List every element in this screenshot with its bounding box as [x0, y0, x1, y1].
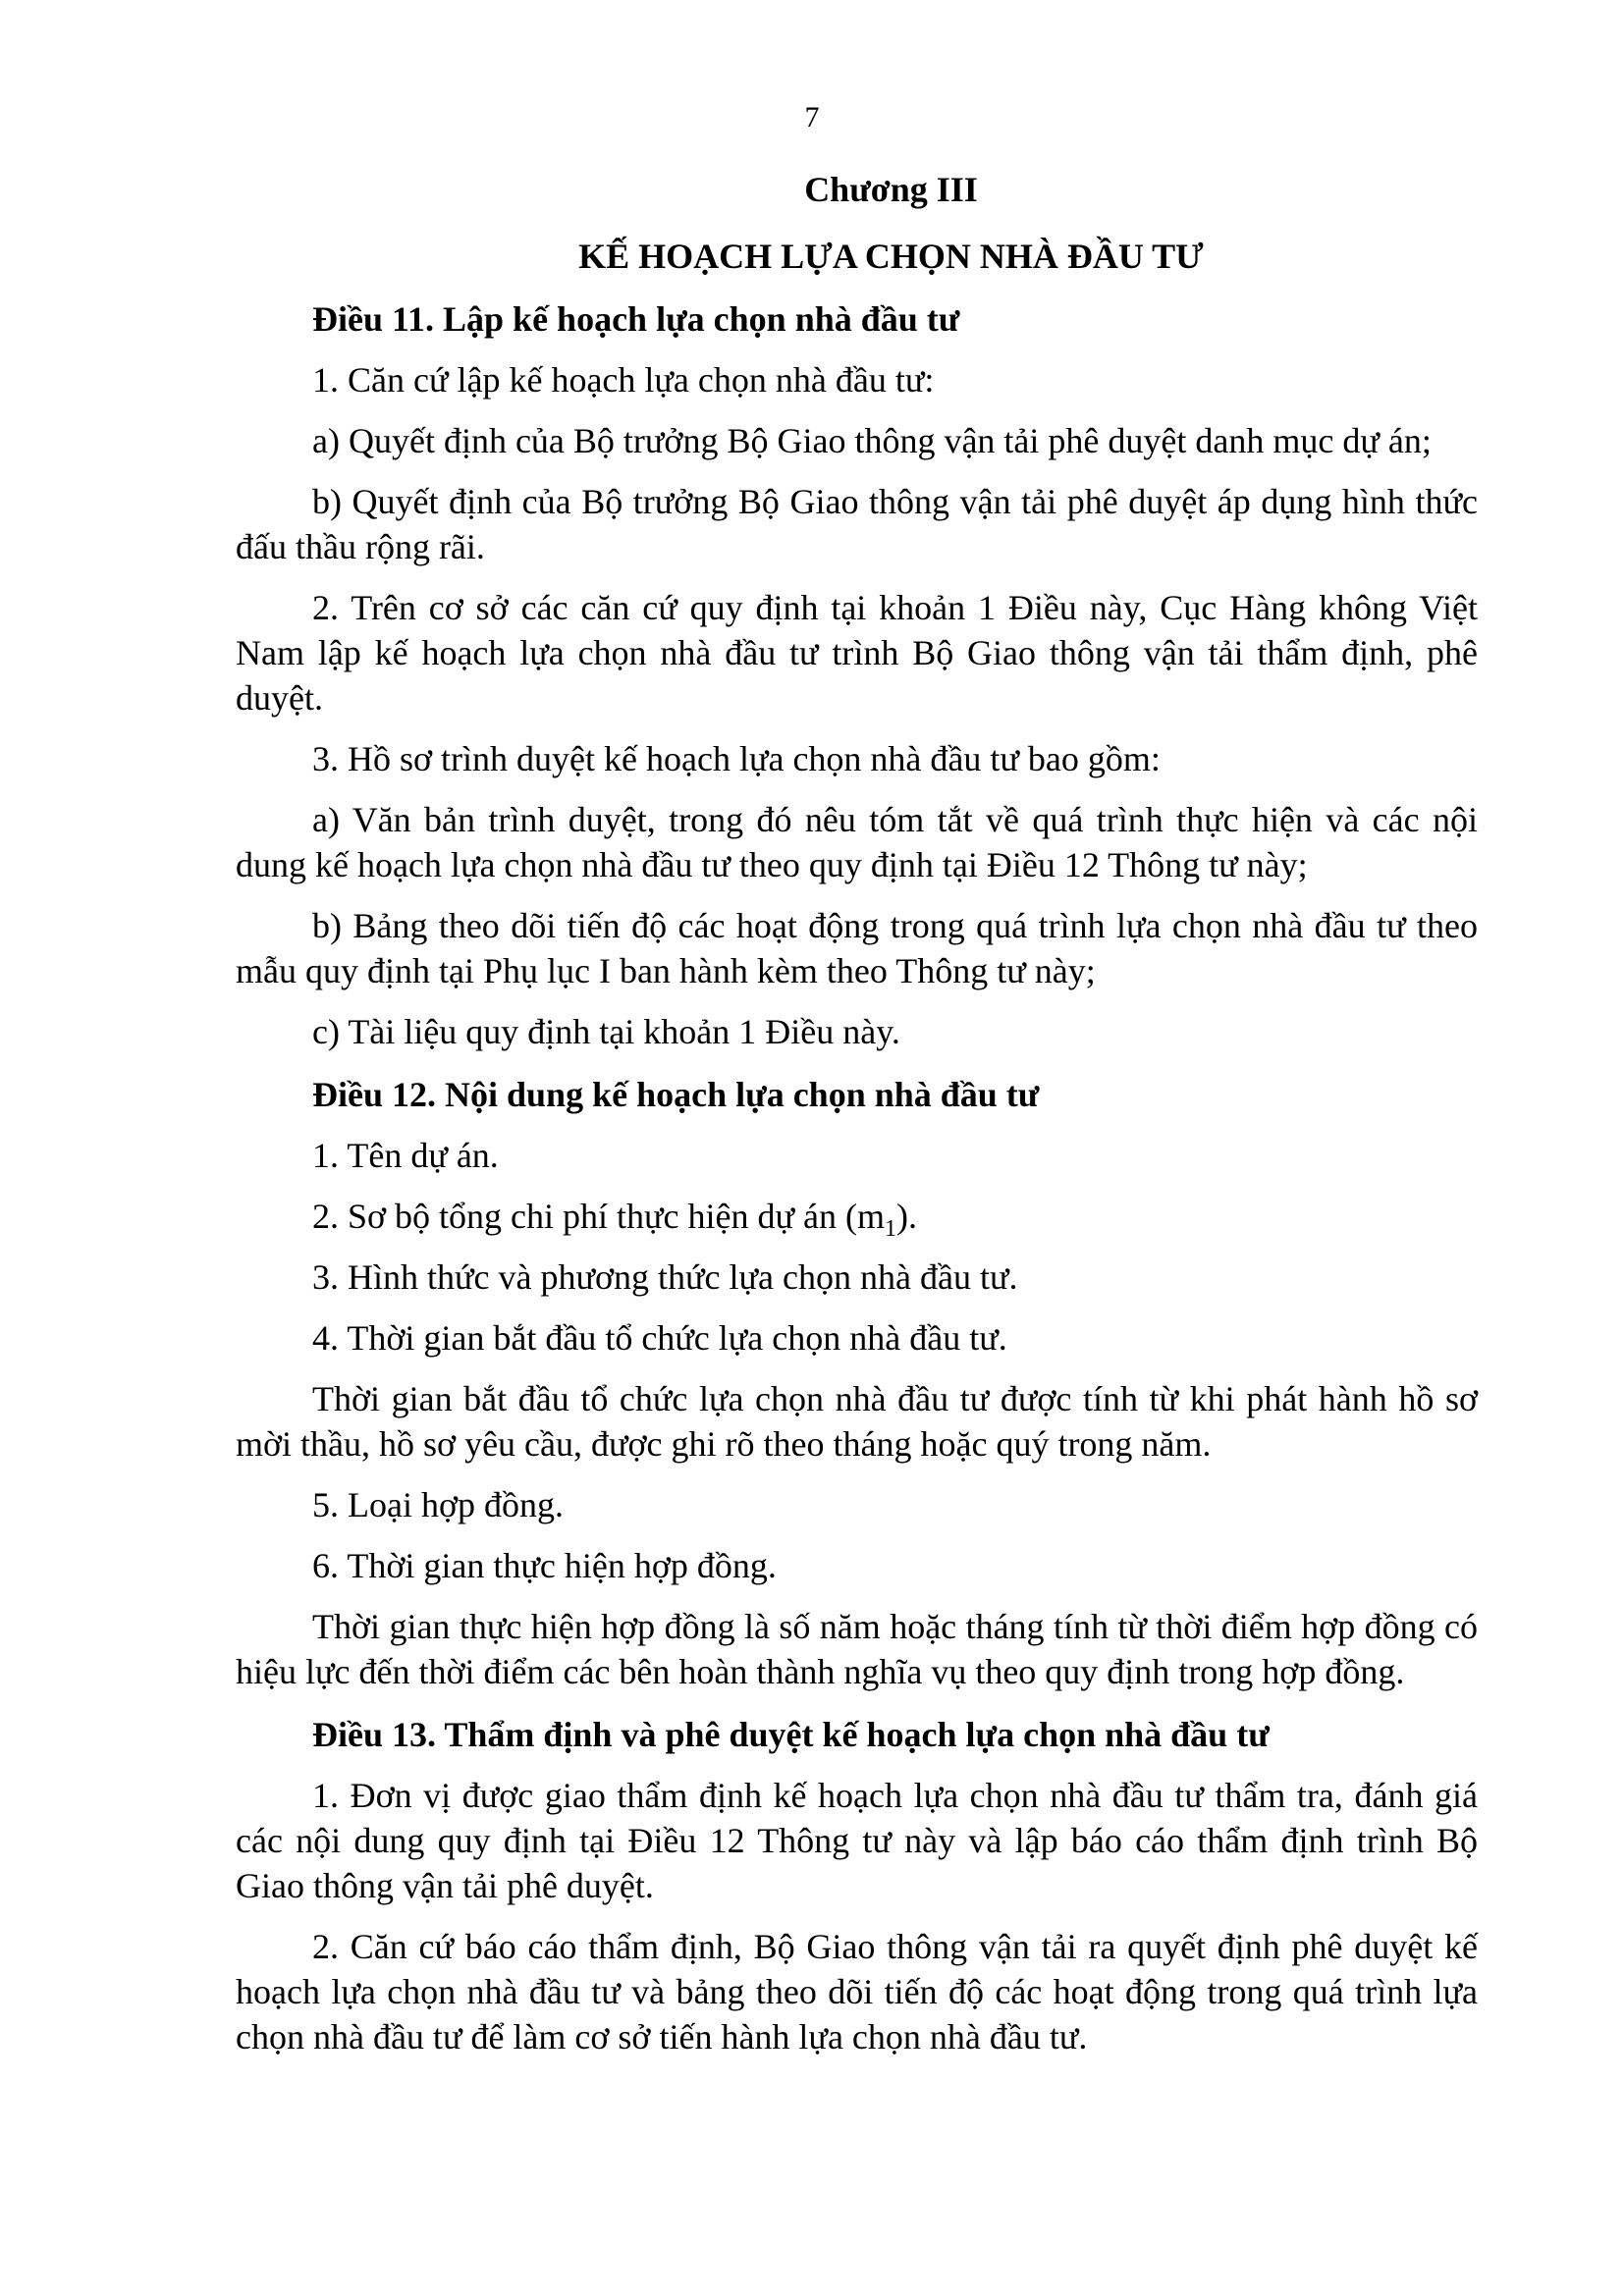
paragraph: 4. Thời gian bắt đầu tổ chức lựa chọn nhà đầu tư. [312, 1318, 1007, 1358]
paragraph: c) Tài liệu quy định tại khoản 1 Điều này. [312, 1012, 900, 1051]
paragraph-cost-item [236, 1194, 1478, 1243]
paragraph: 6. Thời gian thực hiện hợp đồng. [312, 1546, 777, 1585]
paragraph: 1. Tên dự án. [312, 1136, 499, 1175]
paragraph: 1. Đơn vị được giao thẩm định kế hoạch lựa chọn nhà đầu tư thẩm tra, đánh giá các nội dung quy định tại Điều 12 Thông tư này và lập báo cáo thẩm định trình Bộ Giao thông vận tải phê duyệt. [236, 1776, 1478, 1905]
paragraph: b) Bảng theo dõi tiến độ các hoạt động trong quá trình lựa chọn nhà đầu tư theo mẫu quy định tại Phụ lục I ban hành kèm theo Thông tư này; [236, 906, 1478, 990]
chapter-title: Chương III [804, 170, 978, 209]
article-heading-13: Điều 13. Thẩm định và phê duyệt kế hoạch lựa chọn nhà đầu tư [312, 1715, 1270, 1754]
page-number: 7 [804, 101, 820, 133]
chapter-subtitle: KẾ HOẠCH LỰA CHỌN NHÀ ĐẦU TƯ [578, 237, 1204, 276]
cost-item-end: ). [896, 1197, 917, 1236]
paragraph: 3. Hồ sơ trình duyệt kế hoạch lựa chọn nhà đầu tư bao gồm: [312, 739, 1161, 778]
paragraph: Thời gian bắt đầu tổ chức lựa chọn nhà đầu tư được tính từ khi phát hành hồ sơ mời thầu, hồ sơ yêu cầu, được ghi rõ theo tháng hoặc quý trong năm. [236, 1379, 1478, 1464]
paragraph: 2. Trên cơ sở các căn cứ quy định tại khoản 1 Điều này, Cục Hàng không Việt Nam lập kế hoạch lựa chọn nhà đầu tư trình Bộ Giao thông vận tải thẩm định, phê duyệt. [236, 588, 1478, 718]
document-body [236, 167, 1478, 2059]
article-heading-11: Điều 11. Lập kế hoạch lựa chọn nhà đầu tư [312, 299, 960, 339]
paragraph: b) Quyết định của Bộ trưởng Bộ Giao thông vận tải phê duyệt áp dụng hình thức đấu thầu rộng rãi. [236, 482, 1478, 566]
paragraph: 2. Căn cứ báo cáo thẩm định, Bộ Giao thông vận tải ra quyết định phê duyệt kế hoạch lựa chọn nhà đầu tư và bảng theo dõi tiến độ các hoạt động trong quá trình lựa chọn nhà đầu tư để làm cơ sở tiến hành lựa chọn nhà đầu tư. [236, 1927, 1478, 2056]
paragraph: 5. Loại hợp đồng. [312, 1485, 565, 1524]
paragraph: 3. Hình thức và phương thức lựa chọn nhà đầu tư. [312, 1257, 1018, 1297]
paragraph: a) Văn bản trình duyệt, trong đó nêu tóm tắt về quá trình thực hiện và các nội dung kế hoạch lựa chọn nhà đầu tư theo quy định tại Điều 12 Thông tư này; [236, 800, 1478, 884]
cost-item-text: 2. Sơ bộ tổng chi phí thực hiện dự án (m [312, 1197, 885, 1236]
paragraph: Thời gian thực hiện hợp đồng là số năm hoặc tháng tính từ thời điểm hợp đồng có hiệu lực đến thời điểm các bên hoàn thành nghĩa vụ theo quy định trong hợp đồng. [236, 1607, 1478, 1691]
paragraph: a) Quyết định của Bộ trưởng Bộ Giao thông vận tải phê duyệt danh mục dự án; [312, 421, 1432, 460]
cost-item-subscript: 1 [885, 1216, 896, 1243]
article-heading-12: Điều 12. Nội dung kế hoạch lựa chọn nhà đầu tư [312, 1075, 1040, 1114]
paragraph: 1. Căn cứ lập kế hoạch lựa chọn nhà đầu tư: [312, 360, 935, 400]
